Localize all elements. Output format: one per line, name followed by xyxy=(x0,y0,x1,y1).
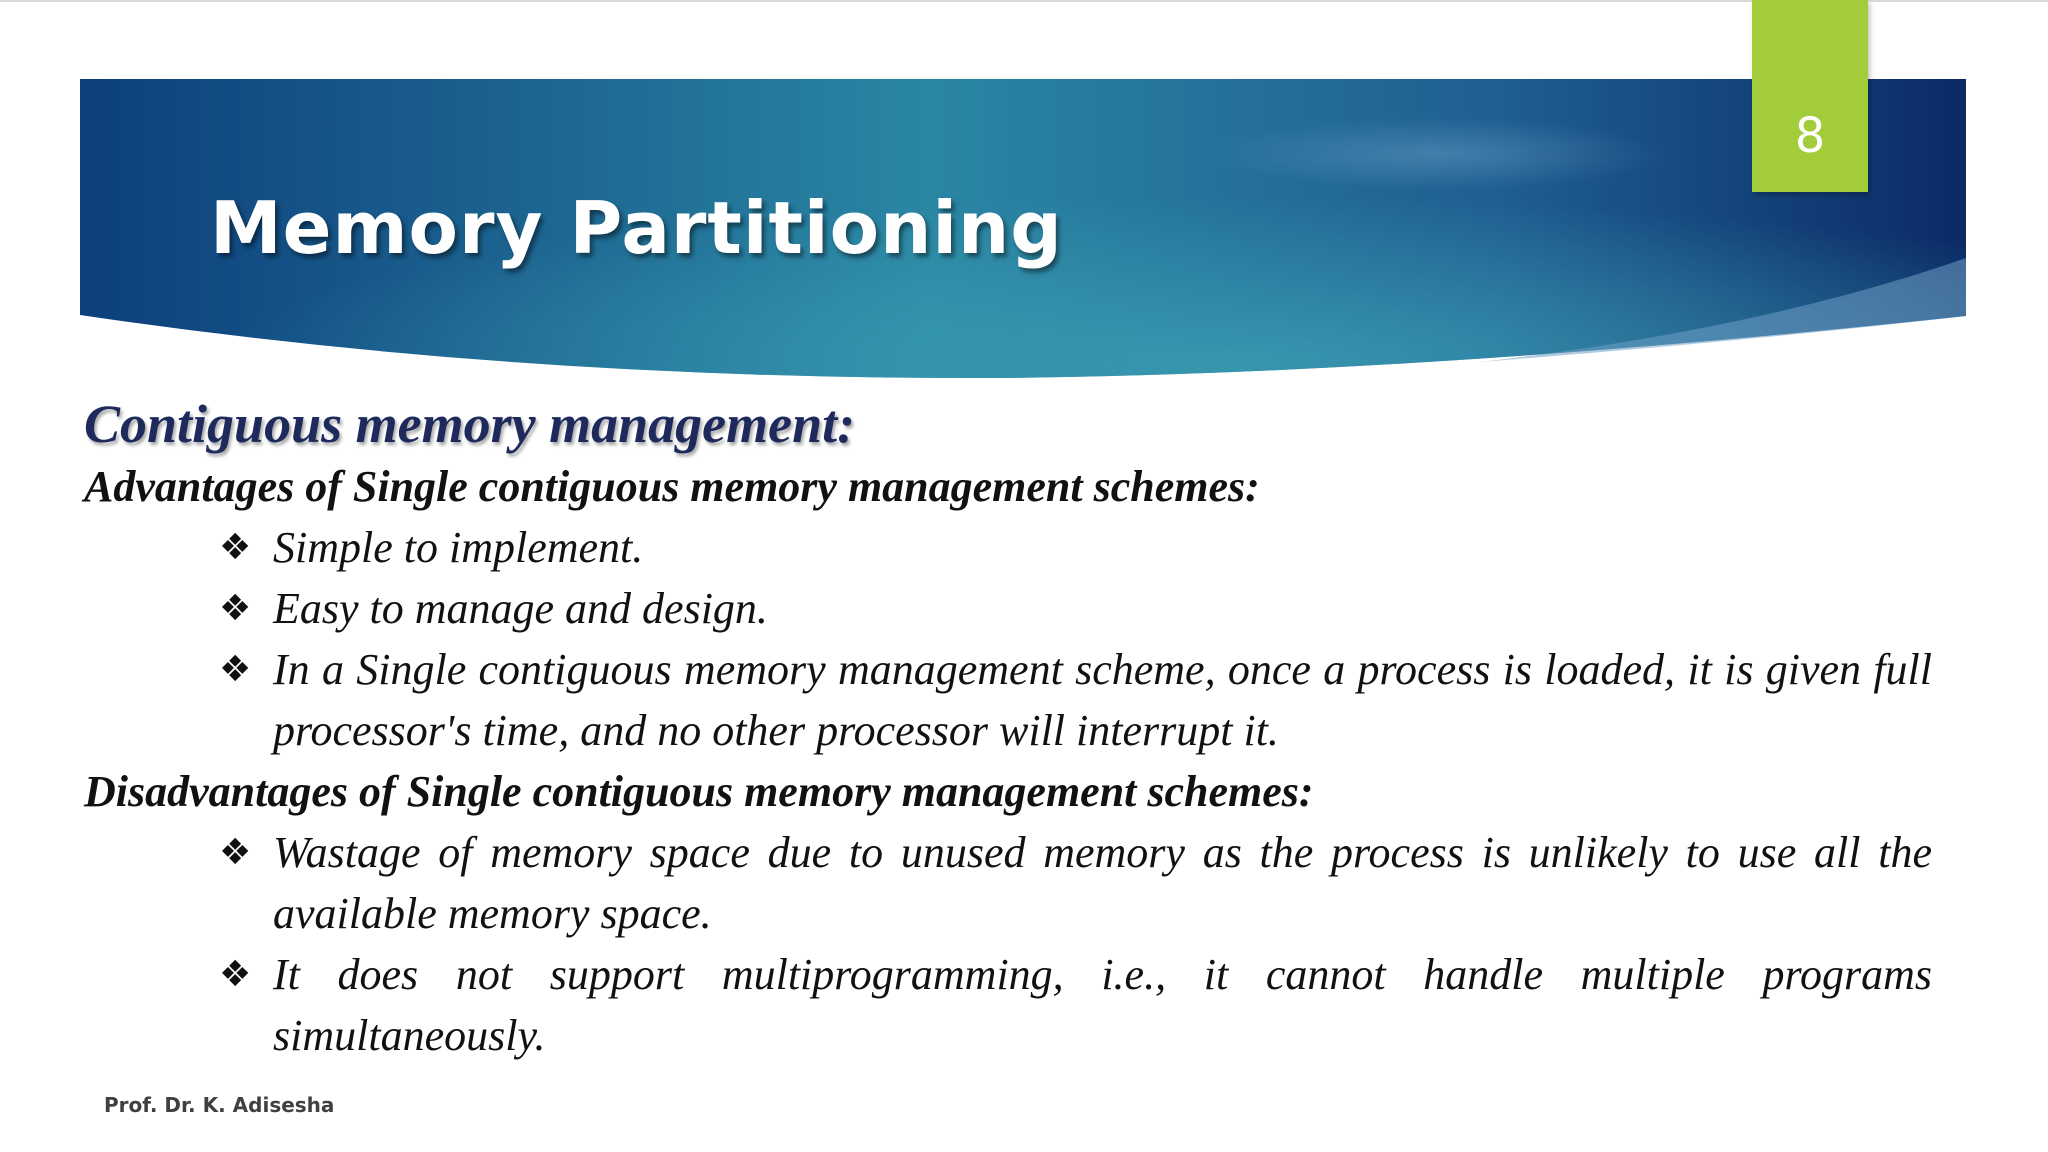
four-diamond-bullet-icon: ❖ xyxy=(219,954,252,995)
bullet-text: Wastage of memory space due to unused memory as the process is unlikely to use all the available memory space. xyxy=(273,828,1932,938)
page-number: 8 xyxy=(1794,108,1826,164)
disadvantages-list xyxy=(84,822,1932,1066)
advantages-list xyxy=(84,517,1932,761)
section-heading: Contiguous memory management: xyxy=(84,394,856,454)
advantages-heading: Advantages of Single contiguous memory management schemes: xyxy=(84,462,1260,511)
footer-credit: Prof. Dr. K. Adisesha xyxy=(104,1093,335,1117)
slide-title: Memory Partitioning xyxy=(210,186,1063,270)
bullet-text: In a Single contiguous memory management scheme, once a process is loaded, it is given full processor's time, and no other processor will interrupt it. xyxy=(273,645,1932,755)
bullet-text: Simple to implement. xyxy=(273,523,644,572)
bullet-text: It does not support multiprogramming, i.e., it cannot handle multiple programs simultaneously. xyxy=(273,950,1932,1060)
list-item xyxy=(219,639,1932,761)
four-diamond-bullet-icon: ❖ xyxy=(219,527,252,568)
list-item xyxy=(219,517,1932,578)
list-item xyxy=(219,944,1932,1066)
four-diamond-bullet-icon: ❖ xyxy=(219,832,252,873)
four-diamond-bullet-icon: ❖ xyxy=(219,588,252,629)
list-item xyxy=(219,822,1932,944)
slide-content xyxy=(84,392,1932,1066)
page-number-tab xyxy=(1752,0,1868,192)
list-item xyxy=(219,578,1932,639)
bullet-text: Easy to manage and design. xyxy=(273,584,768,633)
disadvantages-heading: Disadvantages of Single contiguous memory management schemes: xyxy=(84,767,1314,816)
four-diamond-bullet-icon: ❖ xyxy=(219,649,252,690)
